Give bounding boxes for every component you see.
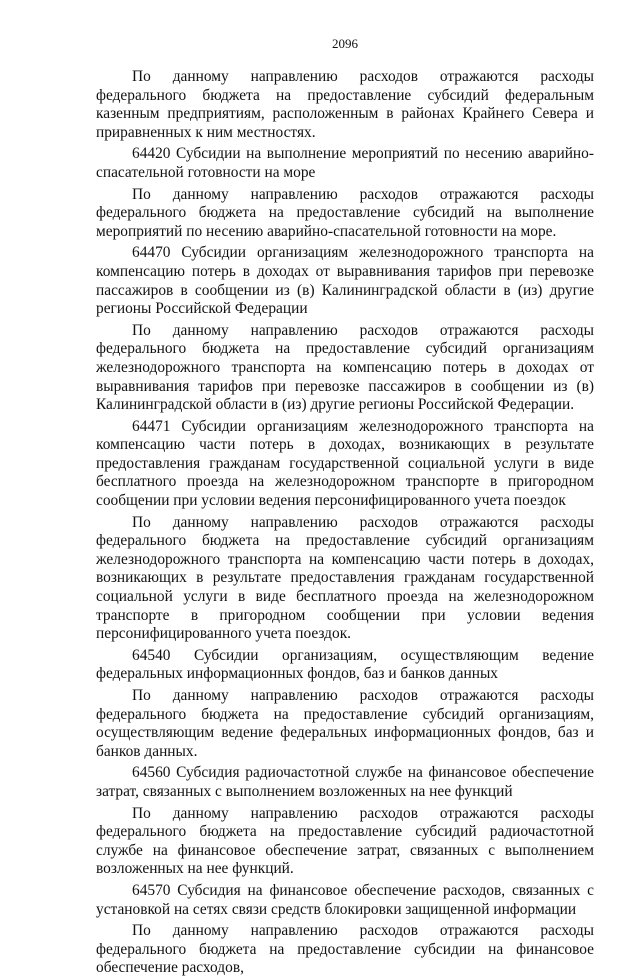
page-number: 2096: [332, 36, 358, 51]
paragraph-heading-64570: 64570 Субсидия на финансовое обеспечение расходов, связанных с установкой на сетях связи средств блокировки защищенной информации: [96, 881, 594, 918]
paragraph-body: По данному направлению расходов отражаются расходы федерального бюджета на предоставление субсидий организациям железнодорожного транспорта на компенсацию части потерь в доходах, возникающих в результате предоставления гражданам государственной социальной услуги в виде бесплатного проезда на железнодорожном транспорте в пригородном сообщении при условии ведения персонифицированного учета поездок.: [96, 513, 594, 643]
paragraph-heading-64560: 64560 Субсидия радиочастотной службе на финансовое обеспечение затрат, связанных с выполнением возложенных на нее функций: [96, 764, 594, 800]
paragraph-heading-64471: 64471 Субсидии организациям железнодорожного транспорта на компенсацию части потерь в доходах, возникающих в результате предоставления гражданам государственной социальной услуги в виде бесплатного проезда на железнодорожном транспорте в пригородном сообщении при условии ведения персонифицированного учета поездок: [96, 417, 594, 510]
paragraph-body: По данному направлению расходов отражаются расходы федерального бюджета на предоставление субсидий организациям железнодорожного транспорта на компенсацию потерь в доходах от выравнивания тарифов при перевозке пассажиров в сообщении из (в) Калининградской области в (из) другие регионы Российской Федерации.: [96, 321, 594, 414]
paragraph-heading-64540: 64540 Субсидии организациям, осуществляющим ведение федеральных информационных фондов, баз и банков данных: [96, 646, 594, 683]
paragraph-body: По данному направлению расходов отражаются расходы федерального бюджета на предоставление субсидий на выполнение мероприятий по несению аварийно-спасательной готовности на море.: [96, 185, 594, 240]
paragraph-body: По данному направлению расходов отражаются расходы федерального бюджета на предоставление субсидий организациям, осуществляющим ведение федеральных информационных фондов, баз и банков данных.: [96, 687, 594, 760]
paragraph-heading-64420: 64420 Субсидии на выполнение мероприятий по несению аварийно-спасательной готовности на море: [96, 145, 594, 181]
paragraph-body: По данному направлению расходов отражаются расходы федерального бюджета на предоставление субсидий федеральным казенным предприятиям, расположенным в районах Крайнего Севера и приравненных к ним местностях.: [96, 68, 594, 141]
paragraph-body: По данному направлению расходов отражаются расходы федерального бюджета на предоставление субсидии на финансовое обеспечение расходов,: [96, 922, 594, 977]
paragraph-heading-64470: 64470 Субсидии организациям железнодорожного транспорта на компенсацию потерь в доходах от выравнивания тарифов при перевозке пассажиров в сообщении из (в) Калининградской области в (из) другие регионы Российской Федерации: [96, 244, 594, 318]
paragraph-body: По данному направлению расходов отражаются расходы федерального бюджета на предоставление субсидий радиочастотной службе на финансовое обеспечение затрат, связанных с выполнением возложенных на нее функций.: [96, 804, 594, 878]
